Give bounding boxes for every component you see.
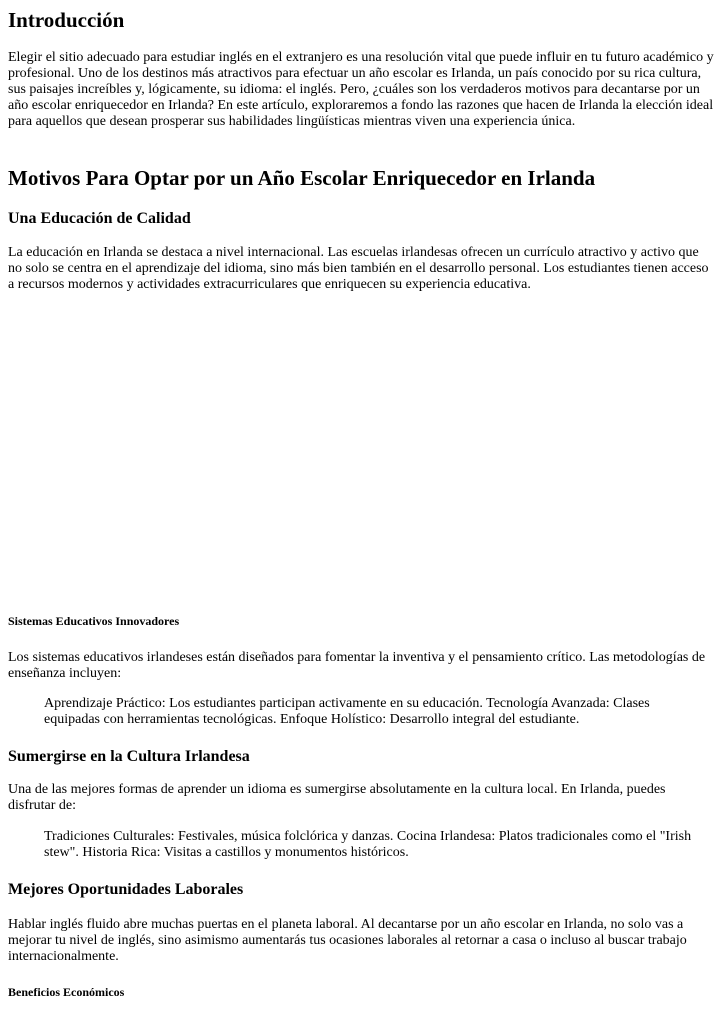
beneficios-heading: Beneficios Económicos [8,985,125,999]
intro-paragraph: Elegir el sitio adecuado para estudiar inglés en el extranjero es una resolución vital que puede influir en tu futuro académico y profesional. Uno de los destinos más atractivos para efectuar un año escolar es Irlanda, un país conocido por su rica cultura, sus paisajes increíbles y, lógicamente, su idioma: el inglés. Pero, ¿cuáles son los verdaderos motivos para decantarse por un año escolar enriquecedor en Irlanda? En este artículo, exploraremos a fondo las razones que hacen de Irlanda la elección ideal para aquellos que desean prosperar sus habilidades lingüísticas mientras viven una experiencia única. [8,50,714,129]
sistemas-paragraph: Los sistemas educativos irlandeses están diseñados para fomentar la inventiva y el pensamiento crítico. Las metodologías de enseñanza incluyen: [8,650,706,681]
cultura-paragraph: Una de las mejores formas de aprender un idioma es sumergirse absolutamente en la cultura local. En Irlanda, puedes disfrutar de: [8,782,666,813]
educacion-paragraph: La educación en Irlanda se destaca a nivel internacional. Las escuelas irlandesas ofrecen un currículo atractivo y activo que no solo se centra en el aprendizaje del idioma, sino más bien también en el desarrollo personal. Los estudiantes tienen acceso a recursos modernos y actividades extracurriculares que enriquecen su experiencia educativa. [8,245,709,292]
embedded-media-placeholder [8,305,716,605]
intro-heading: Introducción [8,8,125,32]
motivos-heading: Motivos Para Optar por un Año Escolar Enriquecedor en Irlanda [8,166,596,190]
sistemas-blockquote: Aprendizaje Práctico: Los estudiantes participan activamente en su educación. Tecnología Avanzada: Clases equipadas con herramientas tecnológicas. Enfoque Holístico: Desarrollo integral del estudiante. [44,696,650,727]
educacion-heading: Una Educación de Calidad [8,210,191,227]
cultura-heading: Sumergirse en la Cultura Irlandesa [8,748,250,765]
laborales-paragraph: Hablar inglés fluido abre muchas puertas en el planeta laboral. Al decantarse por un año escolar en Irlanda, no solo vas a mejorar tu nivel de inglés, sino asimismo aumentarás tus ocasiones laborales al retornar a casa o incluso al buscar trabajo internacionalmente. [8,917,687,964]
laborales-heading: Mejores Oportunidades Laborales [8,881,244,898]
sistemas-heading: Sistemas Educativos Innovadores [8,614,180,628]
cultura-blockquote: Tradiciones Culturales: Festivales, música folclórica y danzas. Cocina Irlandesa: Platos tradicionales como el "Irish stew". Historia Rica: Visitas a castillos y monumentos históricos. [44,829,692,860]
